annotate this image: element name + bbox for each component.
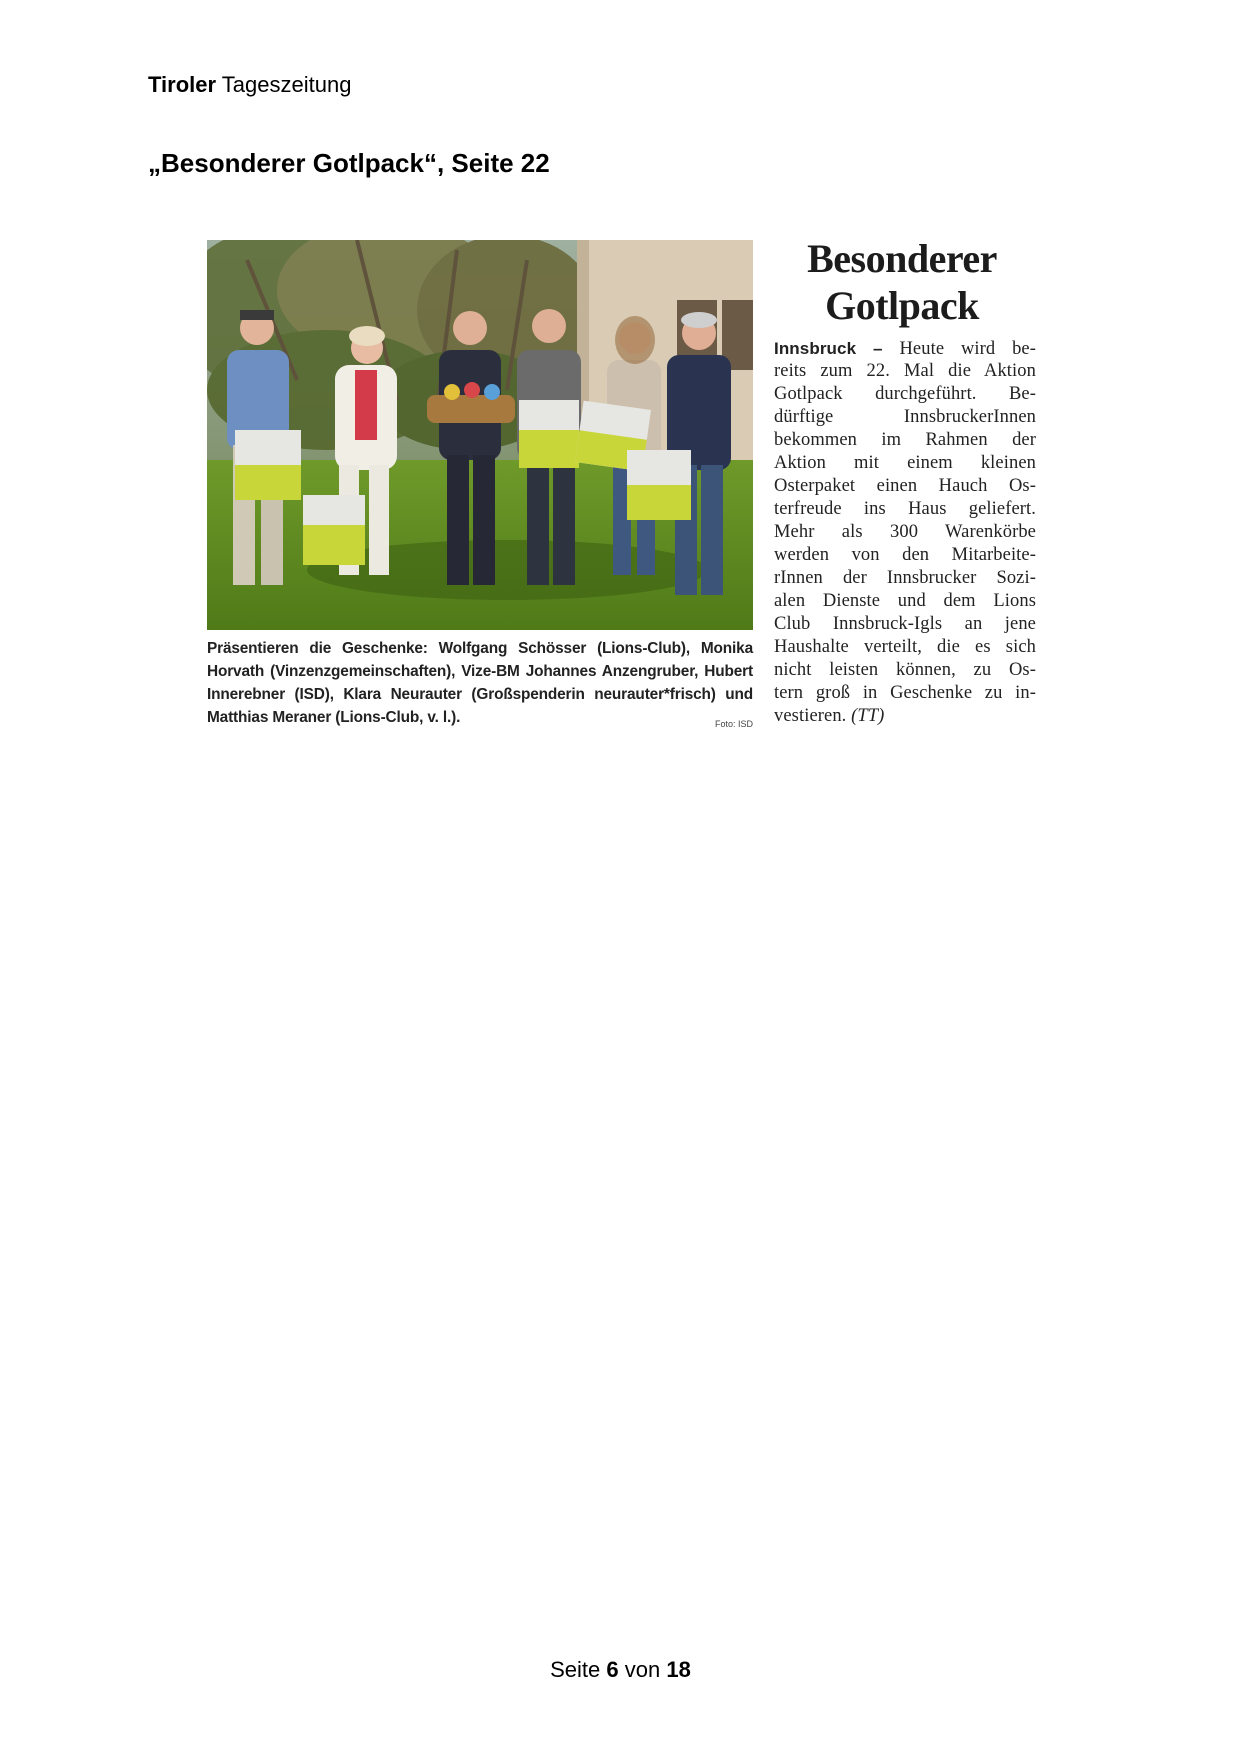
article-line: werden von den Mitarbeite- <box>774 545 1036 565</box>
footer-prefix: Seite <box>550 1657 601 1682</box>
headline-line-2: Gotlpack <box>825 283 979 328</box>
page-footer <box>0 1657 1241 1683</box>
article-line: Haushalte verteilt, die es sich <box>774 637 1036 657</box>
article-line: Club Innsbruck-Igls an jene <box>774 614 1036 634</box>
footer-middle: von <box>624 1657 661 1682</box>
article-line: dürftige InnsbruckerInnen <box>774 407 1036 427</box>
article-photo <box>207 240 753 630</box>
article-line: Mehr als 300 Warenkörbe <box>774 522 1036 542</box>
publication-name-bold: Tiroler <box>148 72 217 97</box>
article-line: Gotlpack durchgeführt. Be- <box>774 384 1036 404</box>
photo-caption <box>207 637 753 736</box>
article-line: vestieren. (TT) <box>774 706 885 726</box>
dateline: Innsbruck – <box>774 339 883 358</box>
article-line: alen Dienste und dem Lions <box>774 591 1036 611</box>
footer-page-number: 6 <box>606 1657 619 1682</box>
article-headline <box>770 235 1034 329</box>
article-line: Aktion mit einem kleinen <box>774 453 1036 473</box>
article-line: nicht leisten können, zu Os- <box>774 660 1036 680</box>
article-line: tern groß in Geschenke zu in- <box>774 683 1036 703</box>
photo-credit: Foto: ISD <box>714 719 753 729</box>
publication-header <box>148 72 351 98</box>
article-line: rInnen der Innsbrucker Sozi- <box>774 568 1036 588</box>
clip-title: „Besonderer Gotlpack“, Seite 22 <box>148 148 550 178</box>
article-line: Innsbruck – Heute wird be- <box>774 339 1036 359</box>
caption-text: Präsentieren die Geschenke: Wolfgang Schösser (Lions-Club), Monika Horvath (Vinzenzgemeinschaften), Vize-BM Johannes Anzengruber, Hubert Innerebner (ISD), Klara Neurauter (Großspenderin neurauter*frisch) und Matthias Meraner (Lions-Club, v. l.). <box>207 640 753 726</box>
article-line: terfreude ins Haus geliefert. <box>774 499 1036 519</box>
article-line: Osterpaket einen Hauch Os- <box>774 476 1036 496</box>
article-line: bekommen im Rahmen der <box>774 430 1036 450</box>
article-signature: (TT) <box>851 706 885 726</box>
article-line: reits zum 22. Mal die Aktion <box>774 361 1036 381</box>
headline-line-1: Besonderer <box>807 236 997 281</box>
publication-name-regular: Tageszeitung <box>221 72 352 97</box>
article-body <box>774 337 1036 728</box>
footer-total-pages: 18 <box>666 1657 691 1682</box>
